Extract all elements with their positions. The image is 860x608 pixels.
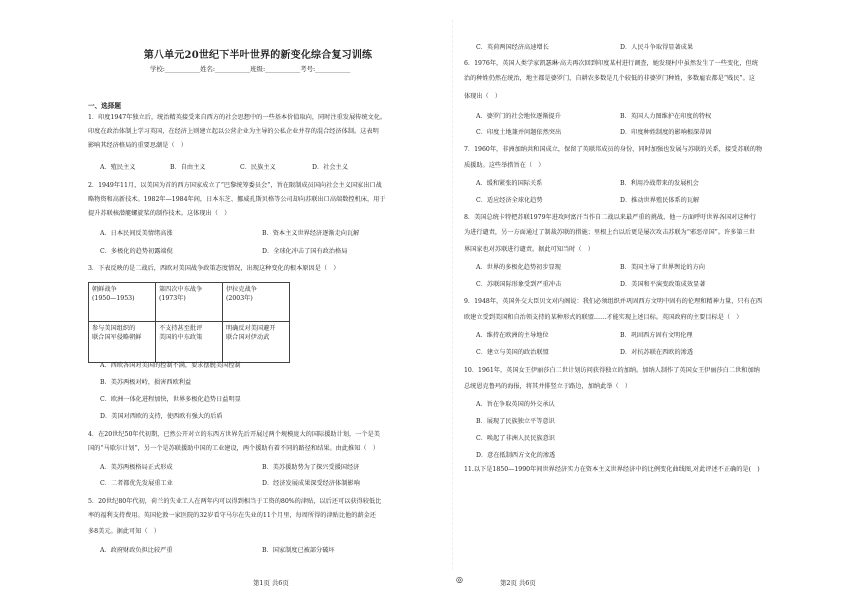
q2-line-2: 略物资和高新技术。1982年—1984年间，日本东芝、挪威孔斯贝格等公司却向苏联出口高端数控机床，用于 [88, 196, 386, 203]
q7-line-2: 质援助。这些举措旨在（ ） [464, 162, 545, 169]
table-cell: 参与美国组织的 联合国军侵略朝鲜 [89, 322, 156, 363]
page-number-left: 第1页 共6页 [253, 579, 289, 587]
q2-option-d[interactable]: D．全球化冲击了国有政治格局 [262, 248, 348, 255]
q6-line-3: 体现出（ ） [464, 93, 502, 100]
q8-line-2: 为进行谴责，另一方面通过了制裁苏联的措施；里根上台以后更是屡次攻击苏联为“邪恶帝国”。许多第三世 [464, 229, 755, 236]
q5-option-a[interactable]: A．政府财政负担比较严重 [100, 547, 173, 554]
q1-line-3: 影响其经济格局的重要思潮是（ ） [88, 142, 187, 149]
q6-option-d[interactable]: D．印度种姓制度的影响根深蒂固 [620, 129, 712, 136]
q10-option-a[interactable]: A．旨在争取英国的外交承认 [476, 401, 555, 408]
page-number-right: 第2页 共6页 [500, 579, 536, 587]
q9-option-b[interactable]: B．巩固西方固有文明伦理 [620, 332, 693, 339]
q6-option-a[interactable]: A．婆罗门的社会地位逐渐提升 [476, 113, 561, 120]
q8-option-d[interactable]: D．美国和平演变政策成效显著 [620, 281, 706, 288]
q4-line-1: 4．在20世纪50年代初期，已然公开对立的东西方世界先后开展过两个规模庞大的国际援助计划，一个是美 [88, 431, 380, 438]
q5-option-b[interactable]: B．国家制度已被部分破坏 [262, 547, 335, 554]
q4-option-a[interactable]: A．美苏两极格局正式形成 [100, 464, 173, 471]
q6-line-1: 6．1976年，英国人类学家凯瑟琳·高夫再次回到印度某村进行调查，她发现村中虽然发生了一些变化，但统 [464, 60, 758, 67]
table-row [89, 322, 290, 363]
q4-line-2: 国的“马歇尔计划”，另一个是苏联援助中国的工业建设，两个援助有着不同的路径和结果。由此推知（ ） [88, 445, 379, 452]
q6-line-2: 治的种姓仍然在统治，地主都是婆罗门，自耕农多数是几个较低的非婆罗门种姓，多数雇农都是“贱民”。这 [464, 75, 755, 82]
q3-option-d[interactable]: D．美国对西欧的支持，使西欧有强大的后盾 [100, 413, 223, 420]
q2-option-b[interactable]: B．资本主义世界经济逐渐走向瓦解 [262, 230, 360, 237]
table-cell: 明确反对美国避开 联合国对伊动武 [223, 322, 290, 363]
q2-option-c[interactable]: C．多极化的趋势初露端倪 [100, 248, 173, 255]
q7-option-c[interactable]: C．适应经济全球化趋势 [476, 197, 543, 204]
q7-line-1: 7．1960年，非洲加纳共和国成立，保留了英联邦成员的身份，同时加强也发展与苏联的关系，接受苏联的物 [464, 146, 763, 153]
q2-line-1: 2．1949年11月，以美国为首的西方国家成立了“巴黎统筹委员会”，旨在限制成员国向社会主义国家出口战 [88, 182, 382, 189]
section-heading: 一、选择题 [88, 102, 121, 110]
student-info-line: 学校:___________姓名:___________班级:___________考号:___________ [150, 65, 351, 73]
q3-table [88, 282, 290, 363]
q3-line-1: 3．下表反映的是二战后，西欧对美国战争政策态度情况，出现这种变化的根本原因是（ ） [88, 265, 340, 272]
q8-option-a[interactable]: A．世界的多极化趋势初步显现 [476, 264, 561, 271]
q6-option-c[interactable]: C．印度土地兼并问题依然突出 [476, 129, 562, 136]
q10-line-1: 10．1961年，英国女王伊丽莎白二世计划访问获得独立的加纳。加纳人制作了英国女王伊丽莎白二世和加纳 [464, 367, 760, 374]
q2-line-3: 提升苏联核潜艇螺旋桨的制作技术。这体现出（ ） [88, 210, 231, 217]
q1-line-1: 1．印度1947年独立后，统治精英接受来自西方的社会思想中的一些基本价值取向，同时注重发展传统文化。 [88, 114, 387, 121]
q9-option-d[interactable]: D．对抗苏联在西欧的渗透 [620, 349, 694, 356]
q1-line-2: 印度在政治体制上学习英国，在经济上则建立起以公营企业为主导的公私企业并存的混合经济体制。这表明 [88, 128, 379, 135]
q3-option-b[interactable]: B．美苏两极对峙，损害西欧利益 [100, 379, 192, 386]
q9-line-1: 9．1948年，英国外交大臣贝文对内阁说：我们必须组织并巩固西方文明中固有的伦理和精神力量，只有在西 [464, 298, 763, 305]
q9-option-c[interactable]: C．建立与美国的政治联盟 [476, 349, 549, 356]
q3-option-a[interactable]: A．西欧各国对美国的控制不满，要求摆脱美国控制 [100, 362, 241, 369]
q4-option-b[interactable]: B．美苏援助势为了探兴受援国经济 [262, 464, 360, 471]
q8-line-3: 界国家也对苏联进行谴责。据此可知当时（ ） [464, 246, 594, 253]
q5-option-d[interactable]: D．人民斗争取得显著成果 [620, 44, 694, 51]
q9-option-a[interactable]: A．维持在欧洲的主导地位 [476, 332, 549, 339]
q5-line-1: 5．20世纪80年代初，荷兰的失业工人在两年内可以得到相当于工资的80%的津贴，以后还可以获得较低比 [88, 498, 382, 505]
q9-line-2: 欧建立受到美国和自治领支持的某种形式的联盟……才能实现上述目标。英国政府的主要目标是（ ） [464, 314, 743, 321]
q5-option-c[interactable]: C．英荷两国经济高速增长 [476, 44, 549, 51]
q10-option-b[interactable]: B．展现了民族独立平等意识 [476, 418, 555, 425]
q8-option-c[interactable]: C．苏联国际形象受到严重冲击 [476, 281, 562, 288]
q5-line-3: 多8美元。据此可知（ ） [88, 528, 160, 535]
q10-option-c[interactable]: C．唤起了非洲人民民族意识 [476, 435, 555, 442]
document-title: 第八单元20世纪下半叶世界的新变化综合复习训练 [143, 50, 373, 61]
table-row [89, 283, 290, 322]
q4-option-d[interactable]: D．经济发展成果深受经济体制影响 [262, 480, 360, 487]
q7-option-d[interactable]: D．推动世界殖民体系的瓦解 [620, 197, 700, 204]
table-cell: 第四次中东战争 (1973年) [156, 283, 223, 322]
q8-line-1: 8．美国总统卡特把苏联1979年进攻阿富汗当作自二战以来最严重的挑战，他一方面呼吁世界各国对这种行 [464, 214, 756, 221]
q10-option-d[interactable]: D．意在抵制西方文化的渗透 [476, 452, 556, 459]
q6-option-b[interactable]: B．英国人力图维护在印度的特权 [620, 113, 712, 120]
table-cell: 伊拉克战争 (2003年) [223, 283, 290, 322]
q1-option-a[interactable]: A．殖民主义 [100, 164, 136, 171]
q8-option-b[interactable]: B．美国主导了世界舆论的方向 [620, 264, 705, 271]
q11-line-1: 11.以下是1850—1990年间世界经济实力在资本主义世界经济中的比例变化曲线图,对此评述不正确的是( ) [464, 466, 760, 473]
fold-mark-icon: ◎ [456, 575, 463, 584]
q4-option-c[interactable]: C．二者都优先发展重工业 [100, 480, 173, 487]
q7-option-a[interactable]: A．缓和紧张的国际关系 [476, 180, 543, 187]
table-cell: 不支持甚至批评 美国的中东政策 [156, 322, 223, 363]
q1-option-c[interactable]: C．民族主义 [240, 164, 276, 171]
table-cell: 朝鲜战争 (1950—1953) [89, 283, 156, 322]
q5-line-2: 率的福利支持费用。英国伦敦一家医院的32岁看守马尔在失业的11个月里，每周所得的津贴比他的薪金还 [88, 512, 376, 519]
q10-line-2: 总统恩克鲁玛的海报，将其并排竖立于路边，加纳此举（ ） [464, 383, 632, 390]
q7-option-b[interactable]: B．利用冷战带来的发展机会 [620, 180, 699, 187]
q3-option-c[interactable]: C．欧洲一体化进程加快，世界多极化趋势日益明显 [100, 396, 241, 403]
page-2 [440, 0, 860, 608]
q1-option-d[interactable]: D．社会主义 [312, 164, 348, 171]
q2-option-a[interactable]: A．日本民间反美情绪高涨 [100, 230, 173, 237]
q1-option-b[interactable]: B．自由主义 [170, 164, 206, 171]
